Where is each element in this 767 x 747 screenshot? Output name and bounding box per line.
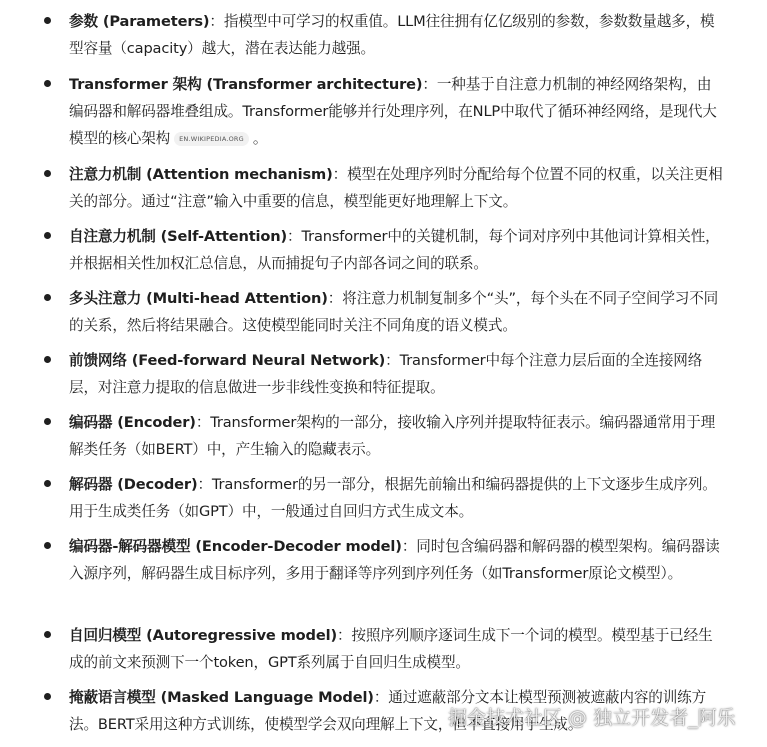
item-text [69, 533, 725, 587]
item-text [69, 622, 725, 676]
term-description: ：Transformer中每个注意力层后面的全连接网络层，对注意力提取的信息做进一步非线性变换和特征提取。 [69, 352, 703, 396]
term-description: ：Transformer架构的一部分，接收输入序列并提取特征表示。编码器通常用于理解类任务（如BERT）中，产生输入的隐藏表示。 [69, 414, 716, 458]
item-text [69, 223, 725, 277]
term-label: 注意力机制 (Attention mechanism) [69, 166, 333, 183]
bullet-dot [44, 542, 51, 549]
source-citation-chip[interactable]: EN.WIKIPEDIA.ORG [174, 132, 249, 146]
term-label: Transformer 架构 (Transformer architecture) [69, 76, 423, 93]
watermark-text: 掘金技术社区 @ 独立开发者_阿乐 [448, 707, 736, 729]
item-text [69, 471, 725, 525]
item-text [69, 347, 725, 401]
term-description: ：同时包含编码器和解码器的模型架构。编码器读入源序列，解码器生成目标序列，多用于翻译等序列到序列任务（如Transformer原论文模型）。 [69, 538, 720, 582]
trailing-punctuation: 。 [252, 130, 268, 147]
term-label: 编码器 (Encoder) [69, 414, 196, 431]
bullet-dot [44, 631, 51, 638]
term-description: ：按照序列顺序逐词生成下一个词的模型。模型基于已经生成的前文来预测下一个token，GPT系列属于自回归生成模型。 [69, 627, 713, 671]
term-label: 编码器-解码器模型 (Encoder-Decoder model) [69, 538, 402, 555]
bullet-dot [44, 294, 51, 301]
term-description: ：一种基于自注意力机制的神经网络架构，由编码器和解码器堆叠组成。Transformer能够并行处理序列，在NLP中取代了循环神经网络，是现代大模型的核心架构 [69, 76, 717, 147]
bullet-dot [44, 480, 51, 487]
term-label: 解码器 (Decoder) [69, 476, 198, 493]
term-label: 掩蔽语言模型 (Masked Language Model) [69, 689, 374, 706]
term-description: ：Transformer的另一部分，根据先前输出和编码器提供的上下文逐步生成序列。用于生成类任务（如GPT）中，一般通过自回归方式生成文本。 [69, 476, 717, 520]
item-text [69, 409, 725, 463]
item-text [69, 8, 725, 62]
bullet-dot [44, 418, 51, 425]
bullet-dot [44, 232, 51, 239]
term-label: 多头注意力 (Multi-head Attention) [69, 290, 328, 307]
bullet-dot [44, 693, 51, 700]
item-text [69, 285, 725, 339]
term-description: ：模型在处理序列时分配给每个位置不同的权重，以关注更相关的部分。通过“注意”输入中重要的信息，模型能更好地理解上下文。 [69, 166, 723, 210]
term-description: ：Transformer中的关键机制，每个词对序列中其他词计算相关性，并根据相关性加权汇总信息，从而捕捉句子内部各词之间的联系。 [69, 228, 720, 272]
term-description: ：将注意力机制复制多个“头”，每个头在不同子空间学习不同的关系，然后将结果融合。这使模型能同时关注不同角度的语义模式。 [69, 290, 719, 334]
bullet-dot [44, 17, 51, 24]
term-description: ：指模型中可学习的权重值。LLM往往拥有亿亿级别的参数，参数数量越多，模型容量（capacity）越大，潜在表达能力越强。 [69, 13, 715, 57]
term-label: 前馈网络 (Feed-forward Neural Network) [69, 352, 386, 369]
item-text [69, 71, 725, 152]
term-label: 自回归模型 (Autoregressive model) [69, 627, 337, 644]
term-description: ：通过遮蔽部分文本让模型预测被遮蔽内容的训练方法。BERT采用这种方式训练，使模型学会双向理解上下文，但不直接用于生成。 [69, 689, 707, 733]
term-label: 自注意力机制 (Self-Attention) [69, 228, 288, 245]
bullet-dot [44, 170, 51, 177]
bullet-dot [44, 80, 51, 87]
term-label: 参数 (Parameters) [69, 13, 210, 30]
bullet-dot [44, 356, 51, 363]
item-text [69, 161, 725, 215]
